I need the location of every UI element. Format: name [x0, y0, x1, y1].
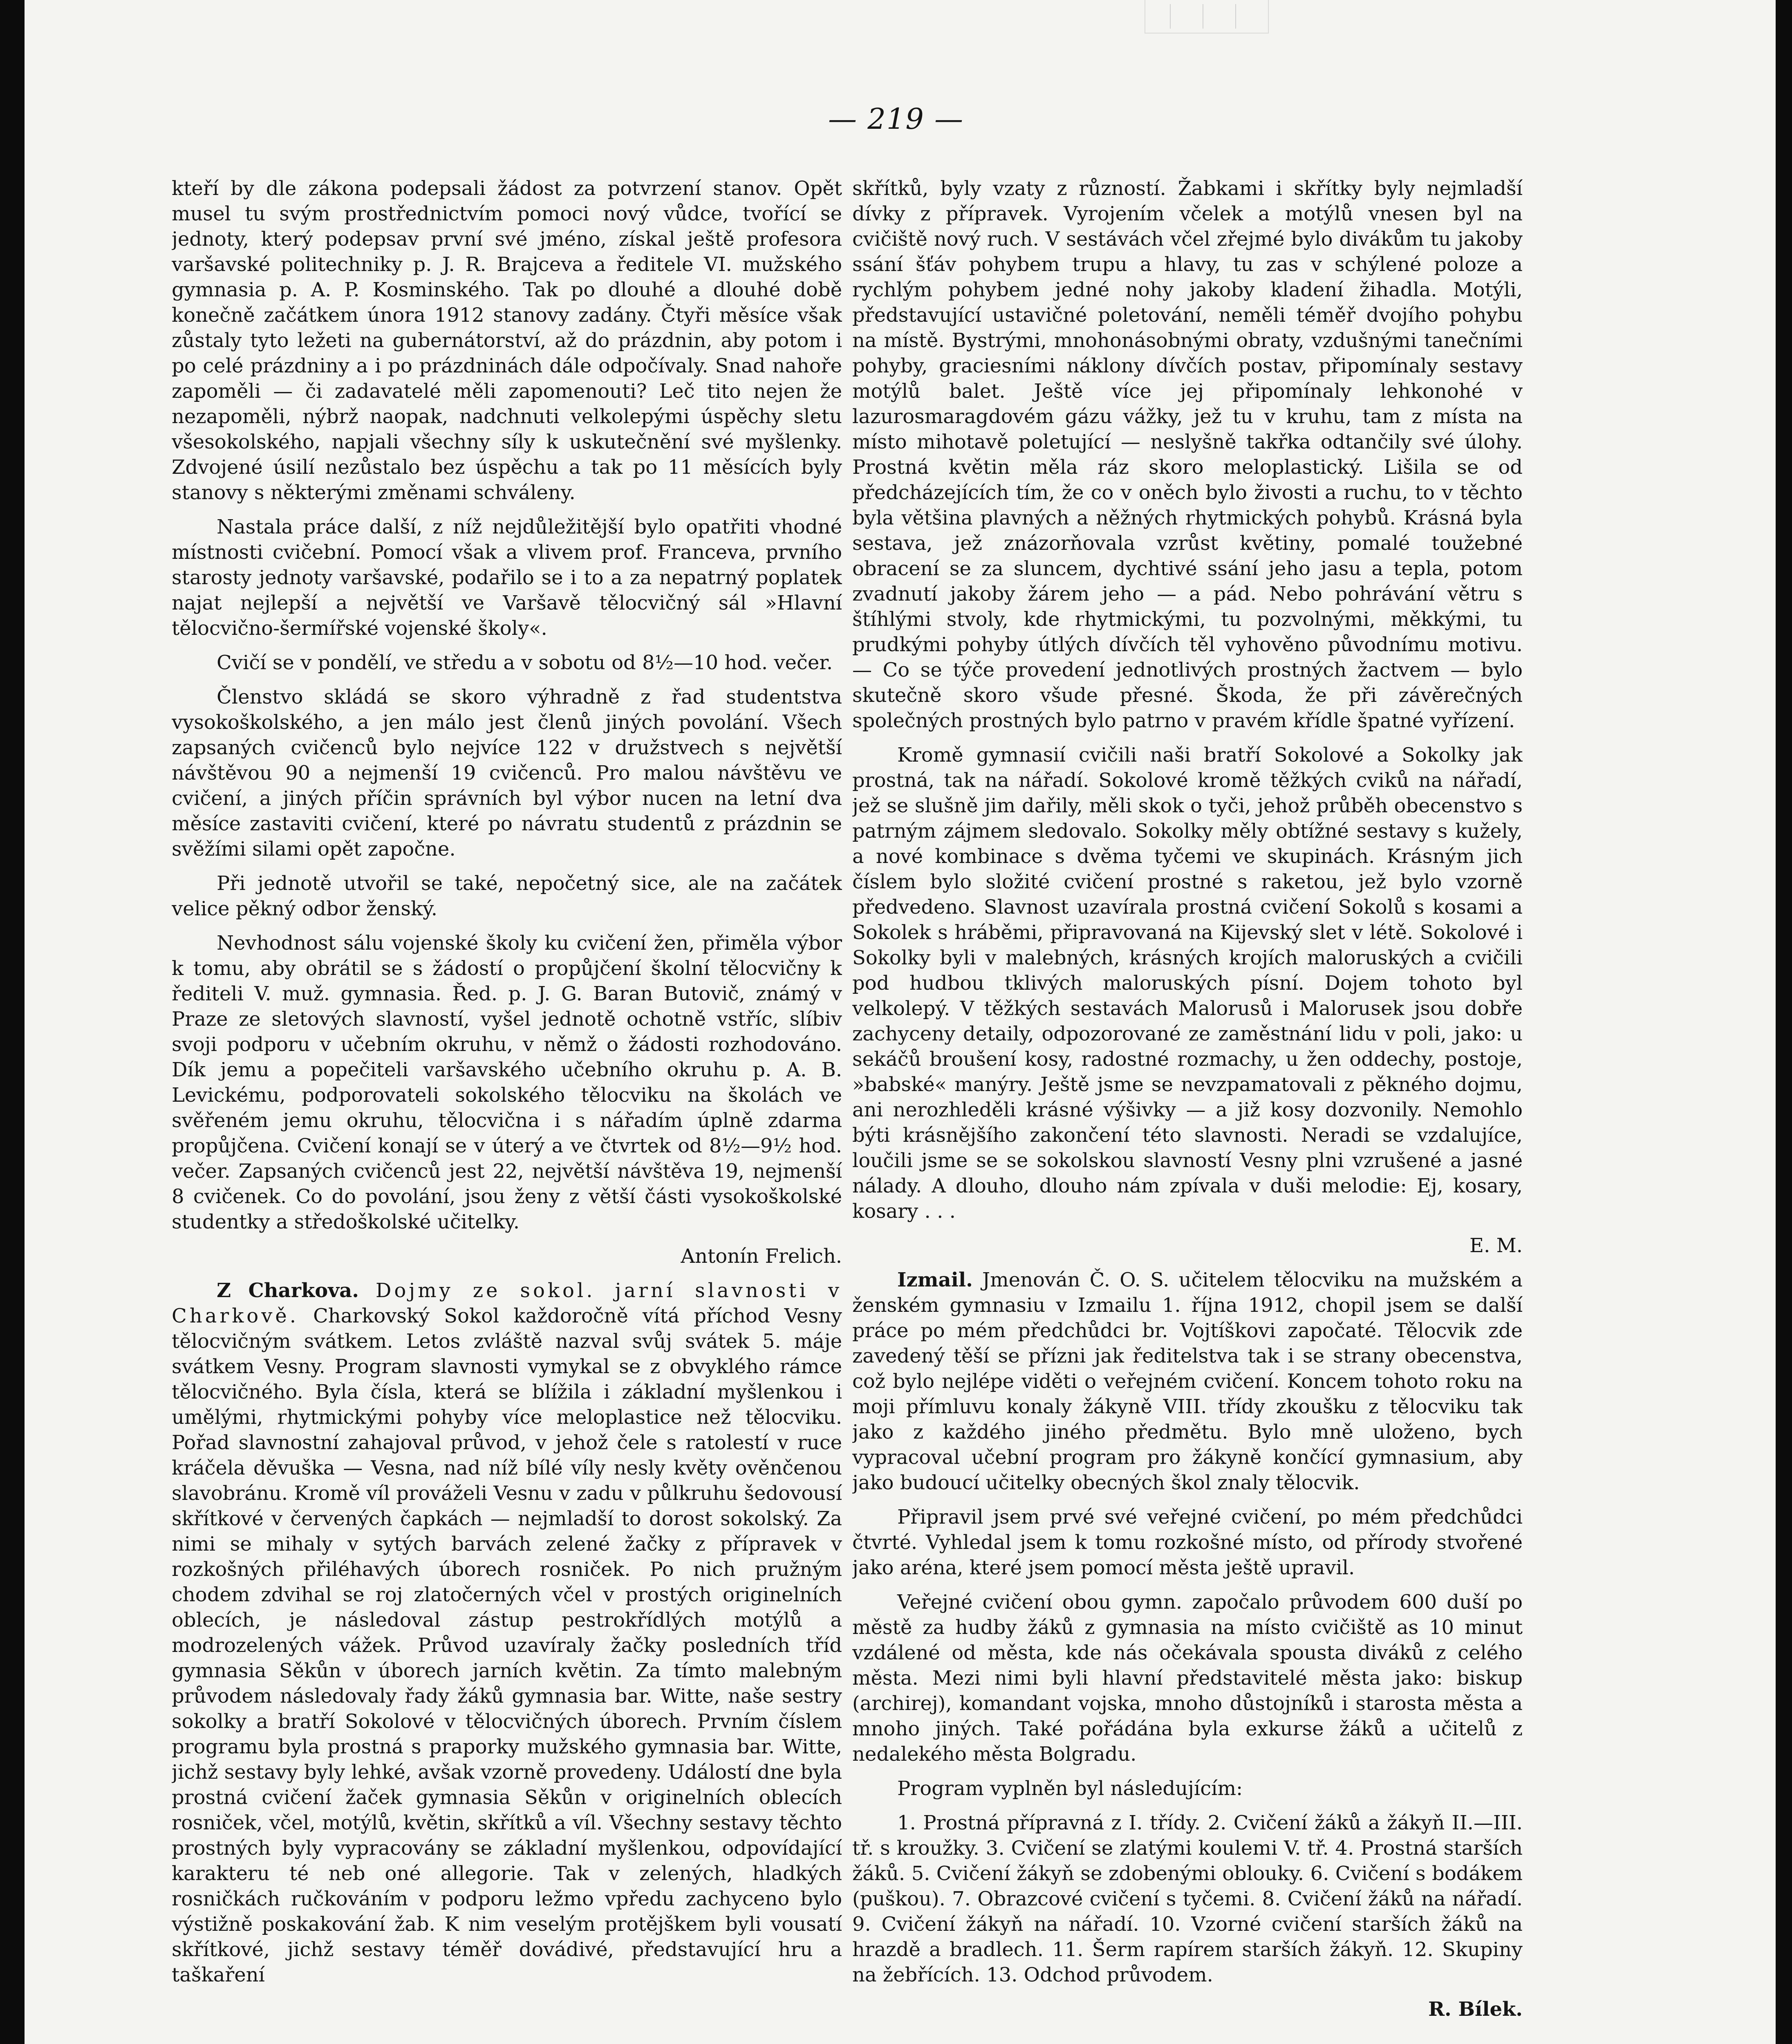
paragraph: Nevhodnost sálu vojenské školy ku cvičení žen, přiměla výbor k tomu, aby obrátil se s žádostí o propůjčení školní tělocvičny k řediteli V. muž. gymnasia. Řed. p. J. G. Baran Butovič, známý v Praze ze sletových slavností, vyšel jednotě ochotně vstříc, slíbiv svoji podporu v učebním okruhu, v němž o žádosti rozhodováno. Dík jemu a popečiteli varšavského učebního okruhu p. A. B. Levickému, podporovateli sokolského tělocviku na školách ve svěřeném jemu okruhu, tělocvična i s nářadím úplně zdarma propůjčena. Cvičení konají se v úterý a ve čtvrtek od 8½—9½ hod. večer. Zapsaných cvičenců jest 22, největší návštěva 19, nejmenší 8 cvičenek. Co do povolání, jsou ženy z větší části vysokoškolské studentky a středoškolské učitelky. — [172, 932, 842, 1233]
report-heading: Izmail. — [897, 1269, 973, 1291]
paragraph: Při jednotě utvořil se také, nepočetný sice, ale na začátek velice pěkný odbor ženský. — [172, 872, 842, 920]
paragraph: Cvičí se v pondělí, ve středu a v sobotu od 8½—10 hod. večer. — [217, 651, 833, 674]
paragraph: skřítků, byly vzaty z růzností. Žabkami i skřítky byly nejmladší dívky z přípravek. Vyrojením včelek a motýlů vnesen byl na cvičiště nový ruch. V sestávách včel zřejmé bylo divákům tu jakoby ssání šťáv pohybem trupu a hlavy, tu zas v schýlené poloze a rychlým pohybem jedné nohy jakoby kladení žihadla. Motýli, představující ustavičné poletování, neměli téměř dvojího pohybu na místě. Bystrými, mnohonásobnými obraty, vzdušnými tanečními pohyby, graciesními náklony dívčích postav, připomínaly sestavy motýlů balet. Ještě více jej připomínaly lehkonohé v lazurosmaragdovém gázu vážky, jež tu v kruhu, tam z místa na místo mihotavě poletující — neslyšně takřka odtančily své úlohy. Prostná květin měla ráz skoro meloplastický. Lišila se od předcházejících tím, že co v oněch bylo živosti a ruchu, to v těchto byla většina plavných a něžných rhytmických pohybů. Krásná byla sestava, jež znázorňovala vzrůst květiny, pomalé toužebné obracení se za sluncem, dychtivé ssání jeho jasu a tepla, potom zvadnutí jakoby žárem jeho — a pád. Nebo pohrávání větru s štíhlými stvoly, kde rhytmickými, tu pozvolnými, měkkými, tu prudkými pohyby útlých dívčích těl vyhověno původnímu motivu. — Co se týče provedení jednotlivých prostných žactvem — bylo skutečně skoro všude přesné. Škoda, že při závěrečných společných prostných bylo patrno v pravém křídle špatné vyřízení. — [852, 177, 1523, 732]
paragraph: Připravil jsem prvé své veřejné cvičení, po mém předchůdci čtvrté. Vyhledal jsem k tomu rozkošné místo, od přírody stvořené jako aréna, které jsem pomocí města ještě upravil. — [852, 1506, 1523, 1579]
author-signature: Antonín Frelich. — [681, 1245, 842, 1268]
author-signature: R. Bílek. — [1428, 1998, 1523, 2021]
program-list: 1. Prostná přípravná z I. třídy. 2. Cvičení žáků a žákyň II.—III. tř. s kroužky. 3. Cvičení se zlatými koulemi V. tř. 4. Prostná starších žáků. 5. Cvičení žákyň se zdobenými oblouky. 6. Cvičení s bodákem (puškou). 7. Obrazcové cvičení s tyčemi. 8. Cvičení žáků na nářadí. 9. Cvičení žákyň na nářadí. 10. Vzorné cvičení starších žáků na hrazdě a bradlech. 11. Šerm rapírem starších žákyň. 12. Skupiny na žebřících. 13. Odchod průvodem. — [852, 1811, 1523, 1986]
report-body: Charkovský Sokol každoročně vítá příchod Vesny tělocvičným svátkem. Letos zvláště nazval svůj svátek 5. máje svátkem Vesny. Program slavnosti vymykal se z obvyklého rámce tělocvičného. Byla čísla, která se blížila i základní myšlenkou i umělými, rhytmickými pohyby více meloplastice než tělocviku. Pořad slavnostní zahajoval průvod, v jehož čele s ratolestí v ruce kráčela děvuška — Vesna, nad níž bílé víly nesly květy ověnčenou slavobránu. Kromě víl prováželi Vesnu v zadu v půlkruhu šedovousí skřítkové v červených čapkách — nejmladší to dorost sokolský. Za nimi se mihaly v sytých barvách zelené žačky z přípravek v rozkošných přiléhavých úborech rosniček. Po nich pružným chodem zdvihal se roj zlatočerných včel v prostých originelních oblecích, je následoval zástup pestrokřídlých motýlů a modrozelených vážek. Průvod uzavíraly žačky posledních tříd gymnasia Sěkůn v úborech jarních květin. Za tímto malebným průvodem následovaly řady žáků gymnasia bar. Witte, naše sestry sokolky a bratří Sokolové v tělocvičných úborech. Prvním číslem programu byla prostná s praporky mužského gymnasia bar. Witte, jichž sestavy byly lehké, avšak vzorně provedeny. Událostí dne byla prostná cvičení žaček gymnasia Sěkůn v originelních oblecích rosniček, včel, motýlů, květin, skřítků a víl. Všechny sestavy těchto prostných byly vypracovány se základní myšlenkou, odpovídající karakteru té neb oné allegorie. Tak v zelených, hladkých rosničkách ručkováním v podporu ležmo vpředu zachyceno bylo výstižně poskakování žab. K nim veselým protějškem byli vousatí skřítkové, jichž sestavy téměř dovádivé, představující hru a taškaření — [172, 1304, 842, 1986]
report-body: Jmenován Č. O. S. učitelem tělocviku na mužském a ženském gymnasiu v Izmailu 1. října 1912, chopil jsem se další práce po mém předchůdci br. Vojtíškovi započaté. Tělocvik zde zavedený těší se přízni jak ředitelstva tak i se strany obecenstva, což bylo nejlépe viděti o veřejném cvičení. Koncem tohoto roku na moji přímluvu konaly žákyně VIII. třídy zkoušku z tělocviku tak jako z každého jiného předmětu. Bylo mně uloženo, bych vypracoval učební program pro žákyně končící gymnasium, aby jako budoucí učitelky obecných škol znaly tělocvik. — [852, 1269, 1523, 1494]
left-column — [172, 176, 842, 2044]
paragraph: Program vyplněn byl následujícím: — [897, 1777, 1243, 1800]
scan-border-left — [0, 0, 25, 2044]
report-izmail — [852, 1267, 1523, 1495]
report-subheading: Dojmy ze sokol. jarní slavnosti v Charkově. — [172, 1279, 842, 1327]
right-column — [852, 176, 1523, 2044]
paragraph: kteří by dle zákona podepsali žádost za potvrzení stanov. Opět musel tu svým prostřednictvím pomoci nový vůdce, tvořící se jednoty, který podepsav první své jméno, získal ještě profesora varšavské politechniky p. J. R. Brajceva a ředitele VI. mužského gymnasia p. A. P. Kosminského. Tak po dlouhé a dlouhé době konečně začátkem února 1912 stanovy zadány. Čtyři měsíce však zůstaly tyto ležeti na gubernátorství, až do prázdnin, aby potom i po celé prázdniny a i po prázdninách dále odpočívaly. Snad nahoře zapoměli — či zadavatelé měli zapomenouti? Leč tito nejen že nezapoměli, nýbrž naopak, nadchnuti velkolepými úspěchy sletu všesokolského, napjali všechny síly k uskutečnění své myšlenky. Zdvojené úsilí nezůstalo bez úspěchu a tak po 11 měsících byly stanovy s některými změnami schváleny. — [172, 177, 842, 504]
paragraph: Nastala práce další, z níž nejdůležitější bylo opatřiti vhodné místnosti cvičební. Pomocí však a vlivem prof. Franceva, prvního starosty jednoty varšavské, podařilo se i to a za nepatrný poplatek najat nejlepší a největší ve Varšavě tělocvičný sál »Hlavní tělocvično-šermířské vojenské školy«. — [172, 515, 842, 640]
report-charkov — [172, 1278, 842, 1988]
paragraph: Kromě gymnasií cvičili naši bratří Sokolové a Sokolky jak prostná, tak na nářadí. Sokolové kromě těžkých cviků na nářadí, jež se slušně jim dařily, měli skok o tyči, jehož průběh obecenstvo s patrným zájmem sledovalo. Sokolky měly obtížné sestavy s kužely, a nové kombinace s dvěma tyčemi ve skupinách. Krásným jich číslem bylo složité cvičení prostné s raketou, jež bylo vzorně předvedeno. Slavnost uzavírala prostná cvičení Sokolů s kosami a Sokolek s hráběmi, připravovaná na Kijevský slet v létě. Sokolové i Sokolky byli v malebných, krásných krojích malоruských a cvičili pod hudbou tklivých malоruských písní. Dojem tohoto byl velkolepý. V těžkých sestavách Malorusů i Malorusek jsou dobře zachyceny detaily, odpozorované ze zaměstnání lidu v poli, jako: u sekáčů broušení kosy, radostné rozmachy, u žen oddechy, postoje, »babské« manýry. Ještě jsme se nevzpamatovali z pěkného dojmu, ani nerozhleděli krásné výšivky — a již kosy dozvonily. Nemohlo býti krásnějšího zakončení této slavnosti. Neradi se vzdalujíce, loučili jsme se se sokolskou slavností Vesny plni vzrušené a jasné nálady. A dlouho, dlouho nám zpívala v duši melodie: Ej, kosary, kosary . . . — [852, 744, 1523, 1223]
scan-border-right — [1776, 0, 1792, 2044]
author-signature: E. M. — [1469, 1234, 1523, 1257]
paragraph: Členstvo skládá se skoro výhradně z řad studentstva vysokoškolského, a jen málo jest členů jiných povolání. Všech zapsaných cvičenců bylo nejvíce 122 v družstvech s největší návštěvou 90 a nejmenší 19 cvičenců. Pro malou návštěvu ve cvičení, a jiných příčin správních byl výbor nucen na letní dva měsíce zastaviti cvičení, které po návratu studentů z prázdnin se svěžími silami opět započne. — [172, 686, 842, 861]
scan-ruler-mark — [1145, 0, 1269, 34]
page-number: — 219 — — [828, 102, 964, 136]
report-heading: Z Charkova. — [217, 1279, 359, 1302]
paragraph: Veřejné cvičení obou gymn. započalo průvodem 600 duší po městě za hudby žáků z gymnasia na místo cvičiště as 10 minut vzdálené od města, kde nás očekávala spousta diváků z celého města. Mezi nimi byli hlavní představitelé města jako: biskup (archirej), komandant vojska, mnoho důstojníků i starosta města a mnoho jiných. Také pořádána byla exkurse žáků a učitelů z nedalekého města Bolgradu. — [852, 1591, 1523, 1766]
